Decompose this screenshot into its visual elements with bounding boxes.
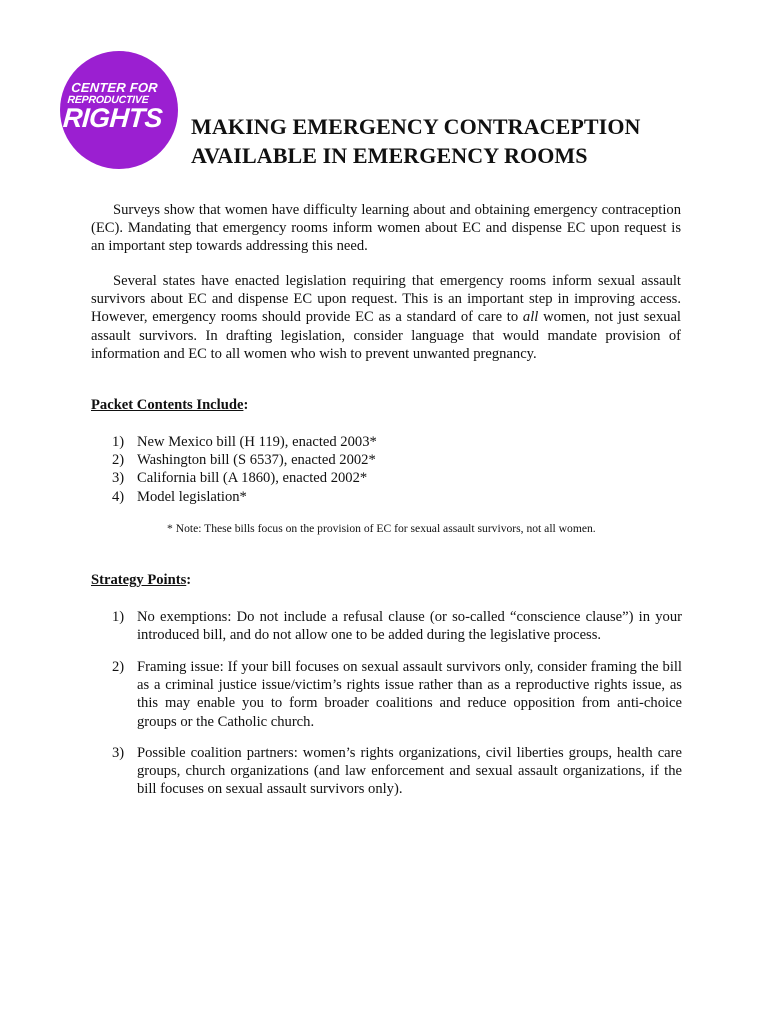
strategy-point-text: Possible coalition partners: women’s rights organizations, civil liberties groups, health care groups, church organizations (and law enforcement and sexual assault organizations, if the bill focuses on sexual assault survivors only). bbox=[137, 745, 682, 798]
intro-paragraph-1: Surveys show that women have difficulty learning about and obtaining emergency contraception (EC). Mandating that emergency rooms inform women about EC and dispense EC upon request is an important step towards addressing this need. bbox=[91, 202, 681, 255]
strategy-point-text: Framing issue: If your bill focuses on sexual assault survivors only, consider framing the bill as a criminal justice issue/victim’s rights issue rather than as a reproductive rights issue, as this may enable you to form broader coalitions and reduce opposition from anti-choice groups or the Catholic church. bbox=[137, 659, 682, 730]
strategy-point bbox=[112, 658, 682, 731]
list-item bbox=[112, 488, 377, 506]
logo-line-3: RIGHTS bbox=[62, 102, 164, 133]
bills-note: * Note: These bills focus on the provision of EC for sexual assault survivors, not all women. bbox=[167, 522, 596, 535]
list-item-text: Washington bill (S 6537), enacted 2002* bbox=[137, 452, 376, 469]
strategy-heading-colon: : bbox=[186, 572, 192, 588]
list-item-number: 2) bbox=[112, 452, 125, 469]
strategy-heading-text: Strategy Points bbox=[91, 572, 187, 588]
list-item-text: Model legislation* bbox=[137, 488, 247, 505]
list-item-text: New Mexico bill (H 119), enacted 2003* bbox=[137, 434, 377, 450]
packet-heading-text: Packet Contents Include bbox=[91, 397, 244, 413]
strategy-point bbox=[112, 744, 682, 799]
list-item bbox=[112, 451, 377, 469]
strategy-point bbox=[112, 608, 682, 644]
list-item-number: 4) bbox=[112, 488, 125, 505]
title-line-2: AVAILABLE IN EMERGENCY ROOMS bbox=[191, 143, 588, 168]
list-item-number: 3) bbox=[112, 470, 125, 487]
strategy-point-text: No exemptions: Do not include a refusal clause (or so-called “conscience clause”) in your introduced bill, and do not allow one to be added during the legislative process. bbox=[137, 609, 682, 644]
packet-heading-colon: : bbox=[243, 397, 249, 413]
paragraph-2-text-b: women, not just sexual assault survivors. In drafting legislation, consider language that would mandate provision of information and EC to all women who wish to prevent unwanted pregnancy. bbox=[91, 309, 681, 362]
list-item-number: 1) bbox=[112, 434, 125, 450]
logo-wordmark bbox=[58, 81, 180, 132]
intro-paragraph-2 bbox=[91, 272, 681, 363]
strategy-point-number: 2) bbox=[112, 659, 125, 675]
packet-contents-heading bbox=[91, 397, 248, 414]
strategy-points-heading bbox=[91, 572, 191, 589]
list-item-text: California bill (A 1860), enacted 2002* bbox=[137, 470, 368, 487]
strategy-point-number: 3) bbox=[112, 745, 125, 761]
paragraph-2-emphasis: all bbox=[522, 309, 539, 326]
list-item bbox=[112, 469, 377, 487]
logo-line-2: REPRODUCTIVE bbox=[67, 94, 149, 106]
packet-contents-list bbox=[112, 433, 377, 506]
logo-line-1: CENTER FOR bbox=[70, 80, 159, 95]
title-line-1: MAKING EMERGENCY CONTRACEPTION bbox=[191, 114, 641, 139]
center-for-reproductive-rights-logo bbox=[60, 51, 178, 169]
list-item bbox=[112, 433, 377, 451]
strategy-point-number: 1) bbox=[112, 609, 125, 625]
paragraph-2-text-a: Several states have enacted legislation requiring that emergency rooms inform sexual assault survivors about EC and dispense EC upon request. This is an important step in improving access. However, emergency rooms should provide EC as a standard of care to bbox=[91, 273, 681, 326]
document-title bbox=[191, 112, 711, 170]
